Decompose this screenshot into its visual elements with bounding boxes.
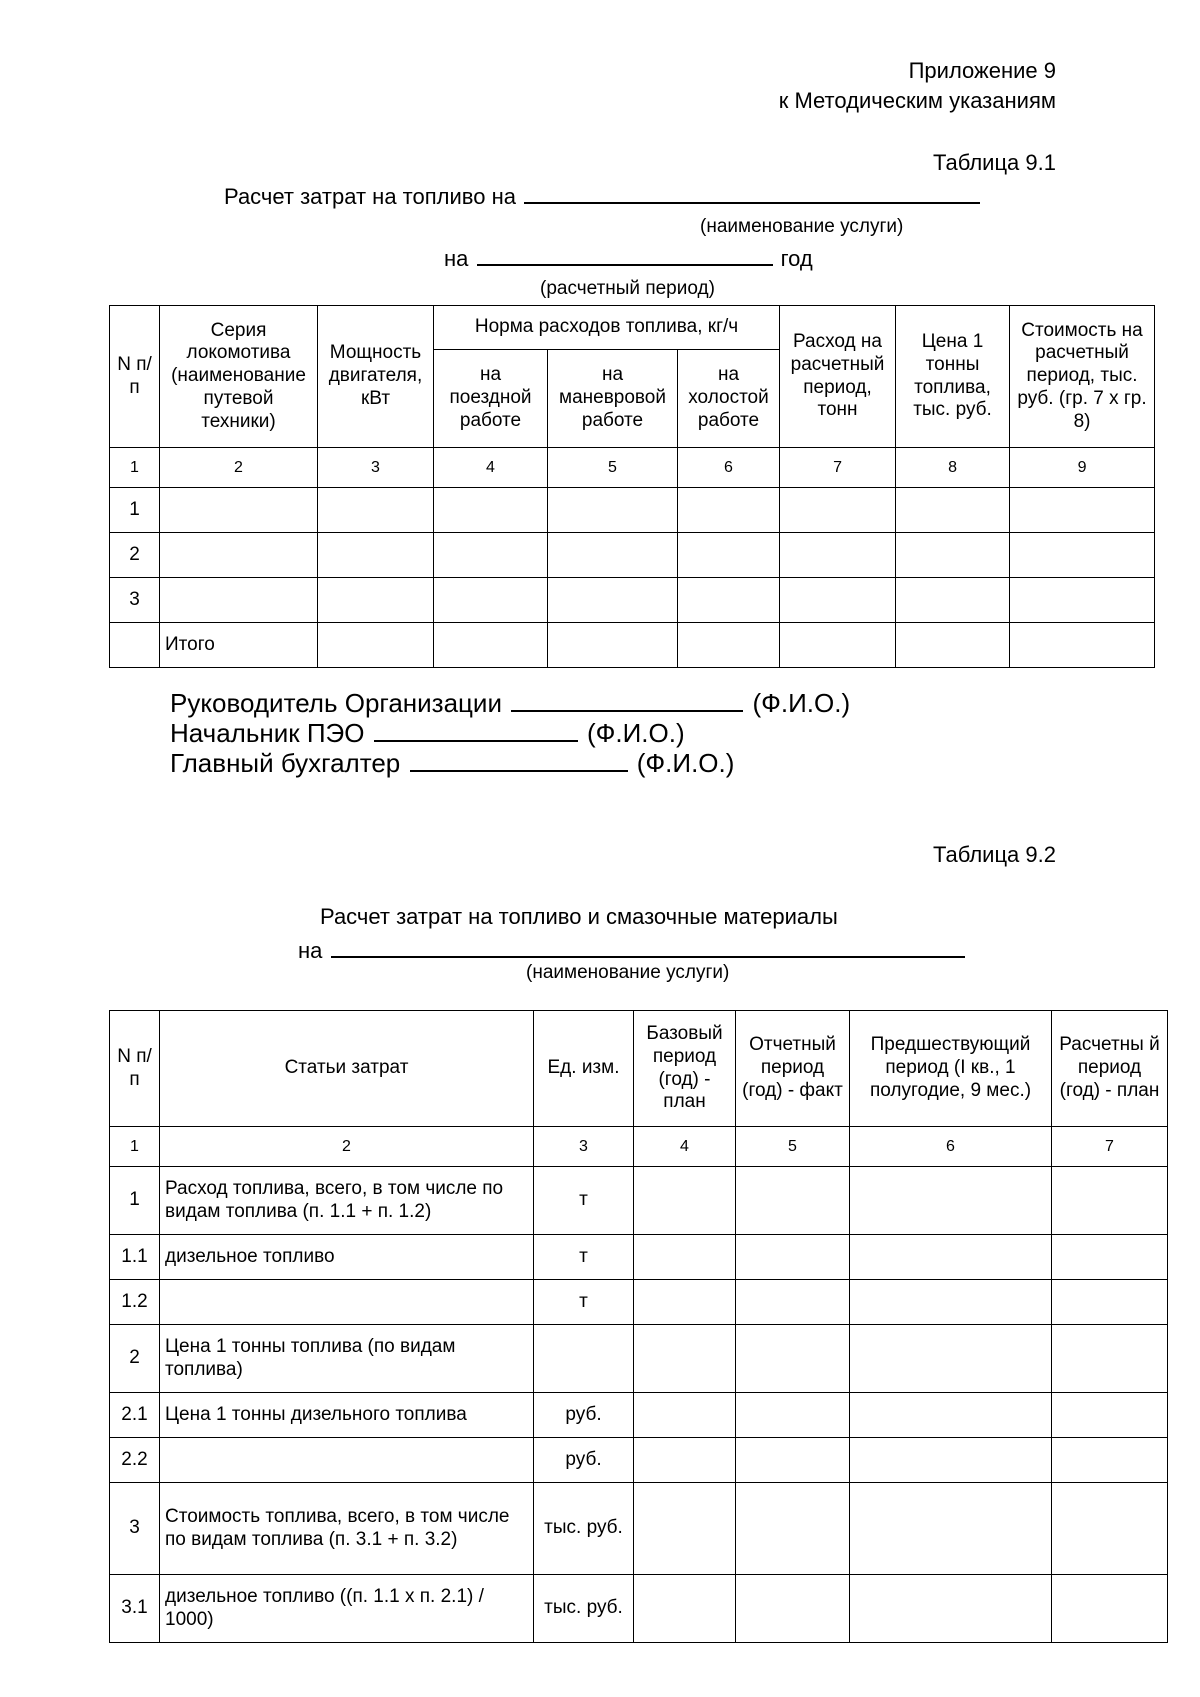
table-row	[110, 1575, 1168, 1643]
cell	[780, 578, 896, 623]
row-item: Расход топлива, всего, в том числе по видам топлива (п. 1.1 + п. 1.2)	[160, 1167, 534, 1235]
table1-period-prefix: на	[444, 246, 469, 271]
cell	[548, 623, 678, 668]
cell	[678, 578, 780, 623]
signature-blank	[410, 748, 628, 772]
table-row	[110, 1438, 1168, 1483]
signature-role: Главный бухгалтер	[170, 748, 401, 778]
row-unit: т	[534, 1280, 634, 1325]
cell	[634, 1393, 736, 1438]
row-unit: руб.	[534, 1393, 634, 1438]
period-blank	[477, 242, 773, 266]
cell	[736, 1167, 850, 1235]
cell	[780, 488, 896, 533]
cell	[850, 1325, 1052, 1393]
cell	[850, 1393, 1052, 1438]
appendix-reference	[779, 56, 1056, 116]
cell	[1010, 488, 1155, 533]
header-norm-group: Норма расходов топлива, кг/ч	[434, 306, 780, 350]
total-row	[110, 623, 1155, 668]
row-num: 1.2	[110, 1280, 160, 1325]
appendix-note: к Методическим указаниям	[778, 88, 1056, 113]
cell	[548, 578, 678, 623]
table2-title: Расчет затрат на топливо и смазочные материалы	[320, 904, 838, 929]
col-number: 4	[634, 1127, 736, 1167]
col-number: 3	[534, 1127, 634, 1167]
col-number: 9	[1010, 448, 1155, 488]
appendix-number: Приложение 9	[908, 58, 1056, 83]
col-number: 5	[548, 448, 678, 488]
row-name	[160, 578, 318, 623]
col-number: 5	[736, 1127, 850, 1167]
cell	[780, 623, 896, 668]
row-name	[160, 488, 318, 533]
cell	[896, 533, 1010, 578]
cell	[1052, 1393, 1168, 1438]
cell	[318, 488, 434, 533]
cell	[634, 1280, 736, 1325]
header-prev: Предшествующий период (I кв., 1 полугодие, 9 мес.)	[850, 1011, 1052, 1127]
header-power: Мощность двигателя, кВт	[318, 306, 434, 448]
table-row	[110, 1393, 1168, 1438]
signature-blank	[374, 718, 578, 742]
cell	[1052, 1167, 1168, 1235]
row-unit: т	[534, 1167, 634, 1235]
cell	[736, 1235, 850, 1280]
row-item: дизельное топливо ((п. 1.1 x п. 2.1) / 1000)	[160, 1575, 534, 1643]
cell	[548, 533, 678, 578]
row-num: 2.1	[110, 1393, 160, 1438]
column-number-row	[110, 448, 1155, 488]
row-num: 2	[110, 533, 160, 578]
cell	[634, 1483, 736, 1575]
table-row	[110, 1280, 1168, 1325]
col-number: 2	[160, 448, 318, 488]
cell	[634, 1575, 736, 1643]
cell	[634, 1325, 736, 1393]
cell	[850, 1167, 1052, 1235]
signature-chief-accountant	[170, 748, 850, 778]
col-number: 1	[110, 1127, 160, 1167]
row-item: Цена 1 тонны топлива (по видам топлива)	[160, 1325, 534, 1393]
row-unit: руб.	[534, 1438, 634, 1483]
signature-fio: (Ф.И.О.)	[752, 688, 851, 718]
cell	[1052, 1483, 1168, 1575]
row-num: 3	[110, 578, 160, 623]
header-unit: Ед. изм.	[534, 1011, 634, 1127]
cell	[434, 578, 548, 623]
signature-peo-head	[170, 718, 850, 748]
cell	[678, 533, 780, 578]
cell	[634, 1235, 736, 1280]
cell	[434, 488, 548, 533]
col-number: 7	[1052, 1127, 1168, 1167]
header-report: Отчетный период (год) - факт	[736, 1011, 850, 1127]
header-series: Серия локомотива (наименование путевой техники)	[160, 306, 318, 448]
row-num: 3	[110, 1483, 160, 1575]
table2-label: Таблица 9.2	[933, 842, 1056, 867]
table1-title	[224, 180, 982, 210]
column-number-row	[110, 1127, 1168, 1167]
table-row	[110, 1167, 1168, 1235]
row-num: 2.2	[110, 1438, 160, 1483]
cell	[1052, 1438, 1168, 1483]
table-row	[110, 578, 1155, 623]
cell	[736, 1438, 850, 1483]
cell	[850, 1438, 1052, 1483]
total-label: Итого	[160, 623, 318, 668]
signature-fio: (Ф.И.О.)	[586, 718, 685, 748]
col-number: 8	[896, 448, 1010, 488]
header-calc: Расчетны й период (год) - план	[1052, 1011, 1168, 1127]
cell	[1052, 1280, 1168, 1325]
cell	[1010, 578, 1155, 623]
cell	[736, 1575, 850, 1643]
cell	[736, 1325, 850, 1393]
fuel-cost-table	[109, 305, 1155, 668]
col-number: 6	[850, 1127, 1052, 1167]
row-unit: т	[534, 1235, 634, 1280]
col-number: 2	[160, 1127, 534, 1167]
col-number: 1	[110, 448, 160, 488]
signature-role: Начальник ПЭО	[170, 718, 365, 748]
row-num: 1.1	[110, 1235, 160, 1280]
cell	[850, 1280, 1052, 1325]
cell	[736, 1483, 850, 1575]
table2-subtitle-hint: (наименование услуги)	[526, 962, 730, 983]
table1-title-hint: (наименование услуги)	[700, 216, 904, 237]
col-number: 7	[780, 448, 896, 488]
table1-title-text: Расчет затрат на топливо на	[224, 184, 516, 209]
header-price: Цена 1 тонны топлива, тыс. руб.	[896, 306, 1010, 448]
row-item: Стоимость топлива, всего, в том числе по видам топлива (п. 3.1 + п. 3.2)	[160, 1483, 534, 1575]
cell	[850, 1483, 1052, 1575]
cell	[634, 1167, 736, 1235]
header-base: Базовый период (год) - план	[634, 1011, 736, 1127]
cell	[678, 623, 780, 668]
row-unit	[534, 1325, 634, 1393]
row-item: Цена 1 тонны дизельного топлива	[160, 1393, 534, 1438]
cell	[850, 1235, 1052, 1280]
signature-fio: (Ф.И.О.)	[636, 748, 735, 778]
table-row	[110, 1483, 1168, 1575]
table2-subtitle	[298, 934, 967, 964]
cell	[1010, 533, 1155, 578]
row-item: дизельное топливо	[160, 1235, 534, 1280]
fuel-lubricants-table	[109, 1010, 1168, 1643]
cell	[318, 578, 434, 623]
col-number: 6	[678, 448, 780, 488]
cell	[736, 1393, 850, 1438]
cell	[1010, 623, 1155, 668]
row-unit: тыс. руб.	[534, 1483, 634, 1575]
table2-subtitle-prefix: на	[298, 938, 323, 963]
table1-period	[444, 242, 813, 272]
cell	[896, 488, 1010, 533]
table1-period-hint: (расчетный период)	[540, 278, 715, 299]
cell	[1052, 1325, 1168, 1393]
table1-period-suffix: год	[780, 246, 813, 271]
signature-blank	[511, 688, 743, 712]
header-idle: на холостой работе	[678, 350, 780, 448]
cell	[736, 1280, 850, 1325]
row-unit: тыс. руб.	[534, 1575, 634, 1643]
header-cost: Стоимость на расчетный период, тыс. руб. (гр. 7 x гр. 8)	[1010, 306, 1155, 448]
cell	[780, 533, 896, 578]
row-num: 1	[110, 1167, 160, 1235]
cell	[434, 623, 548, 668]
cell	[318, 623, 434, 668]
row-num	[110, 623, 160, 668]
row-name	[160, 533, 318, 578]
table-row	[110, 1325, 1168, 1393]
header-num: N п/п	[110, 1011, 160, 1127]
header-item: Статьи затрат	[160, 1011, 534, 1127]
cell	[896, 578, 1010, 623]
service-name-blank	[524, 180, 980, 204]
table1-label: Таблица 9.1	[933, 150, 1056, 175]
cell	[896, 623, 1010, 668]
cell	[1052, 1575, 1168, 1643]
row-num: 1	[110, 488, 160, 533]
row-item	[160, 1438, 534, 1483]
col-number: 4	[434, 448, 548, 488]
header-shunting: на маневровой работе	[548, 350, 678, 448]
cell	[850, 1575, 1052, 1643]
row-num: 3.1	[110, 1575, 160, 1643]
cell	[434, 533, 548, 578]
cell	[548, 488, 678, 533]
signature-role: Руководитель Организации	[170, 688, 502, 718]
cell	[1052, 1235, 1168, 1280]
header-num: N п/п	[110, 306, 160, 448]
header-consumption: Расход на расчетный период, тонн	[780, 306, 896, 448]
row-num: 2	[110, 1325, 160, 1393]
cell	[318, 533, 434, 578]
cell	[634, 1438, 736, 1483]
col-number: 3	[318, 448, 434, 488]
table-row	[110, 488, 1155, 533]
service-name-blank	[331, 934, 965, 958]
signature-director	[170, 688, 850, 718]
row-item	[160, 1280, 534, 1325]
header-train: на поездной работе	[434, 350, 548, 448]
signature-block	[170, 688, 850, 778]
table-row	[110, 533, 1155, 578]
cell	[678, 488, 780, 533]
table-row	[110, 1235, 1168, 1280]
